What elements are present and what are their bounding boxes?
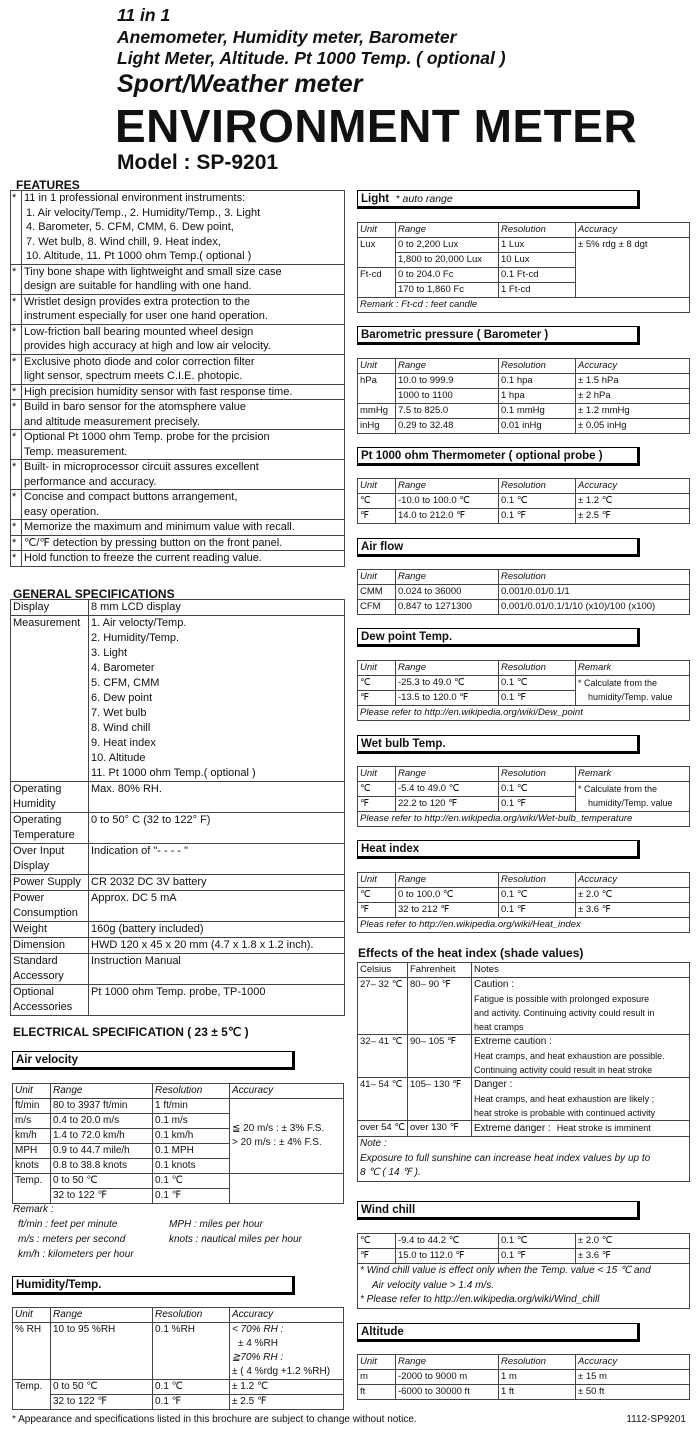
light-table: Unit Range Resolution Accuracy Lux 0 to 2,200 Lux 1 Lux ± 5% rdg ± 8 dgt 1,800 to 20,000 Lux 10 Lux Ft-cd 0 to 204.0 Fc 0.1 Ft-cd 170 to 1,860 Fc 1 Ft-cd Remark : Ft-cd : feet candle: [357, 222, 690, 313]
feature-item: [11, 535, 345, 551]
table-row: ℉ 22.2 to 120 ℉ 0.1 ℉: [358, 797, 690, 812]
feature-bullet: *: [11, 490, 22, 520]
air-velocity-table: [12, 1083, 344, 1204]
feature-bullet: *: [11, 430, 22, 460]
wetbulb-remark: * Calculate from the humidity/Temp. value: [576, 782, 690, 812]
effects-notes: Extreme caution : Heat cramps, and heat exhaustion are possible. Continuing activity could result in heat stroke: [472, 1035, 690, 1078]
spec-value: 0 to 50° C (32 to 122° F): [89, 813, 345, 844]
table-row: ℃ 0 to 100.0 ℃ 0.1 ℃ ± 2.0 ℃: [358, 888, 690, 903]
effects-notes: Extreme danger : Heat stroke is imminent: [472, 1121, 690, 1137]
windchill-note: * Wind chill value is effect only when the Temp. value < 15 ℃ and Air velocity value > 1.4 m/s. * Please refer to http://en.wikipedia.org/wiki/Wind_chill: [357, 1264, 690, 1309]
table-row: ft -6000 to 30000 ft 1 ft ± 50 ft: [358, 1385, 690, 1400]
spec-row: [11, 922, 345, 938]
features-section: [10, 190, 345, 567]
table-row: m/s 0.4 to 20.0 m/s 0.1 m/s: [13, 1114, 344, 1129]
spec-value: 8 mm LCD display: [89, 600, 345, 616]
spec-value: HWD 120 x 45 x 20 mm (4.7 x 1.8 x 1.2 inch).: [89, 938, 345, 954]
table-row: 170 to 1,860 Fc 1 Ft-cd: [358, 283, 690, 298]
feature-item: [11, 384, 345, 400]
feature-text: Low-friction ball bearing mounted wheel design provides high accuracy at high and low air velocity.: [22, 324, 345, 354]
general-spec-table: [10, 599, 345, 1016]
airflow-table: Unit Range Resolution CMM 0.024 to 36000 0.001/0.01/0.1/1 CFM 0.847 to 1271300 0.001/0.01/0.1/1/10 (x10)/100 (x100): [357, 569, 690, 615]
table-row: ℉ 14.0 to 212.0 ℉ 0.1 ℉ ± 2.5 ℉: [358, 509, 690, 524]
table-row: Temp. 0 to 50 ℃ 0.1 ℃ ± 1.2 ℃: [13, 1380, 344, 1395]
feature-bullet: *: [11, 400, 22, 430]
spec-label: Operating Temperature: [11, 813, 89, 844]
effects-title: Effects of the heat index (shade values): [358, 946, 584, 960]
airflow-title: Air flow: [357, 538, 640, 557]
altitude-section: [357, 1354, 690, 1400]
feature-item: [11, 264, 345, 294]
effects-row: [358, 978, 690, 1035]
feature-text: ℃/℉ detection by pressing button on the front panel.: [22, 535, 345, 551]
effects-celsius: 32– 41 ℃: [358, 1035, 408, 1078]
wetbulb-section: [357, 766, 690, 827]
feature-text: 11 in 1 professional environment instruments: 1. Air velocity/Temp., 2. Humidity/Temp., 3. Light 4. Barometer, 5. CFM, CMM, 6. Dew point, 7. Wet bulb, 8. Wind chill, 9. Heat index, 10. Altitude, 11. Pt 1000 ohm Temp.( optional ): [22, 191, 345, 265]
table-row: 32 to 122 ℉ 0.1 ℉ ± 2.5 ℉: [13, 1395, 344, 1410]
feature-item: [11, 520, 345, 536]
spec-value: Indication of "- - - - ": [89, 844, 345, 875]
feature-text: Memorize the maximum and minimum value with recall.: [22, 520, 345, 536]
spec-label: Operating Humidity: [11, 782, 89, 813]
table-row: inHg 0.29 to 32.48 0.01 inHg ± 0.05 inHg: [358, 419, 690, 434]
spec-row: [11, 616, 345, 782]
disclaimer: * Appearance and specifications listed in this brochure are subject to change without notice.: [12, 1414, 417, 1425]
footer: [12, 1414, 690, 1425]
air-velocity-section: [12, 1083, 344, 1204]
spec-row: [11, 891, 345, 922]
feature-text: Tiny bone shape with lightweight and small size case design are suitable for handling with one hand.: [22, 264, 345, 294]
pt1000-section: [357, 478, 690, 524]
table-row: 1000 to 1100 1 hpa ± 2 hPa: [358, 389, 690, 404]
feature-text: Build in baro sensor for the atomsphere value and altitude measurement precisely.: [22, 400, 345, 430]
feature-item: [11, 460, 345, 490]
spec-row: [11, 782, 345, 813]
effects-row: [358, 1078, 690, 1121]
feature-text: Wristlet design provides extra protection to the instrument especially for user one hand operation.: [22, 294, 345, 324]
spec-label: Standard Accessory: [11, 954, 89, 985]
table-row: hPa 10.0 to 999.9 0.1 hpa ± 1.5 hPa: [358, 374, 690, 389]
col-header-accuracy: Accuracy: [230, 1084, 344, 1099]
feature-bullet: *: [11, 520, 22, 536]
feature-text: High precision humidity sensor with fast response time.: [22, 384, 345, 400]
spec-label: Optional Accessories: [11, 985, 89, 1016]
light-remark: Remark : Ft-cd : feet candle: [358, 298, 690, 313]
feature-bullet: *: [11, 294, 22, 324]
air-velocity-accuracy: ≦ 20 m/s : ± 3% F.S. > 20 m/s : ± 4% F.S.: [230, 1099, 344, 1174]
spec-value: Max. 80% RH.: [89, 782, 345, 813]
effects-table: Celsius Fahrenheit Notes 27– 32 ℃ 80– 90 ℉ Caution : Fatigue is possible with prolonged exposure and activity. Continuing activity could result in heat cramps 32– 41 ℃ 90– 105 ℉ Extreme caution : Heat cramps, and heat exhaustion are possible. Continuing activity could result in heat stroke 41– 54 ℃ 105– 130 ℉ Danger : Heat cramps, and heat exhaustion are likely ; heat stroke is probable with continued activity over 54 ℃ over 130 ℉ Extreme danger : Heat stroke is imminent: [357, 962, 690, 1137]
wetbulb-table: Unit Range Resolution Remark ℃ -5.4 to 49.0 ℃ 0.1 ℃ * Calculate from the humidity/Temp. value ℉ 22.2 to 120 ℉ 0.1 ℉ Please refer to http://en.wikipedia.org/wiki/Wet-bulb_temperature: [357, 766, 690, 827]
spec-label: Measurement: [11, 616, 89, 782]
barometer-title: Barometric pressure ( Barometer ): [357, 326, 640, 345]
barometer-section: [357, 358, 690, 434]
effects-celsius: 27– 32 ℃: [358, 978, 408, 1035]
feature-item: [11, 294, 345, 324]
feature-item: [11, 191, 345, 265]
spec-label: Power Consumption: [11, 891, 89, 922]
spec-label: Over Input Display: [11, 844, 89, 875]
feature-bullet: *: [11, 191, 22, 265]
feature-item: [11, 430, 345, 460]
humidity-accuracy: < 70% RH : ± 4 %RH ≧70% RH : ± ( 4 %rdg +1.2 %RH): [230, 1323, 344, 1380]
spec-value: 160g (battery included): [89, 922, 345, 938]
table-row: CMM 0.024 to 36000 0.001/0.01/0.1/1: [358, 585, 690, 600]
feature-text: Built- in microprocessor circuit assures excellent performance and accuracy.: [22, 460, 345, 490]
features-table: [10, 190, 345, 567]
electrical-spec-title: ELECTRICAL SPECIFICATION ( 23 ± 5℃ ): [13, 1025, 249, 1039]
feature-text: Concise and compact buttons arrangement, easy operation.: [22, 490, 345, 520]
spec-row: [11, 844, 345, 875]
feature-item: [11, 354, 345, 384]
table-row: mmHg 7.5 to 825.0 0.1 mmHg ± 1.2 mmHg: [358, 404, 690, 419]
feature-bullet: *: [11, 535, 22, 551]
table-row: km/h 1.4 to 72.0 km/h 0.1 km/h: [13, 1129, 344, 1144]
barometer-table: Unit Range Resolution Accuracy hPa 10.0 to 999.9 0.1 hpa ± 1.5 hPa 1000 to 1100 1 hpa ± 2 hPa mmHg 7.5 to 825.0 0.1 mmHg ± 1.2 mmHg inHg 0.29 to 32.48 0.01 inHg ± 0.05 inHg: [357, 358, 690, 434]
feature-bullet: *: [11, 384, 22, 400]
feature-bullet: *: [11, 324, 22, 354]
dewpoint-remark: * Calculate from the humidity/Temp. value: [576, 676, 690, 706]
spec-row: [11, 985, 345, 1016]
effects-fahrenheit: 90– 105 ℉: [408, 1035, 472, 1078]
feature-bullet: *: [11, 264, 22, 294]
effects-fahrenheit: over 130 ℉: [408, 1121, 472, 1137]
table-row: % RH 10 to 95 %RH 0.1 %RH < 70% RH : ± 4 %RH ≧70% RH : ± ( 4 %rdg +1.2 %RH): [13, 1323, 344, 1380]
spec-row: [11, 954, 345, 985]
feature-text: Hold function to freeze the current reading value.: [22, 551, 345, 567]
pt1000-table: Unit Range Resolution Accuracy ℃ -10.0 to 100.0 ℃ 0.1 ℃ ± 1.2 ℃ ℉ 14.0 to 212.0 ℉ 0.1 ℉ ± 2.5 ℉: [357, 478, 690, 524]
humidity-section: [12, 1307, 344, 1410]
model-number: Model : SP-9201: [117, 151, 279, 174]
windchill-table: [357, 1233, 690, 1264]
air-velocity-title: Air velocity: [12, 1051, 295, 1070]
air-velocity-remark: Remark : ft/min : feet per minute m/s : meters per second km/h : kilometers per hour MPH : miles per hour knots : nautical miles per hour: [13, 1204, 302, 1260]
table-row: ℃ -25.3 to 49.0 ℃ 0.1 ℃ * Calculate from the humidity/Temp. value: [358, 676, 690, 691]
dewpoint-title: Dew point Temp.: [357, 628, 640, 647]
light-section: [357, 222, 690, 313]
table-row: m -2000 to 9000 m 1 m ± 15 m: [358, 1370, 690, 1385]
feature-item: [11, 324, 345, 354]
general-spec-title: GENERAL SPECIFICATIONS: [13, 587, 175, 601]
pt1000-title: Pt 1000 ohm Thermometer ( optional probe ): [357, 447, 640, 466]
spec-row: [11, 875, 345, 891]
windchill-section: [357, 1233, 690, 1309]
header: [0, 0, 700, 180]
light-title: Light * auto range: [357, 190, 640, 209]
dewpoint-section: [357, 660, 690, 721]
feature-bullet: *: [11, 354, 22, 384]
table-row: 1,800 to 20,000 Lux 10 Lux: [358, 253, 690, 268]
col-header-range: Range: [51, 1084, 153, 1099]
spec-row: [11, 938, 345, 954]
feature-item: [11, 400, 345, 430]
table-row: ft/min 80 to 3937 ft/min 1 ft/min ≦ 20 m/s : ± 3% F.S. > 20 m/s : ± 4% F.S.: [13, 1099, 344, 1114]
effects-fahrenheit: 80– 90 ℉: [408, 978, 472, 1035]
dewpoint-refer: Please refer to http://en.wikipedia.org/wiki/Dew_point: [358, 706, 690, 721]
effects-notes: Caution : Fatigue is possible with prolonged exposure and activity. Continuing activity could result in heat cramps: [472, 978, 690, 1035]
effects-row: [358, 1035, 690, 1078]
table-row: Ft-cd 0 to 204.0 Fc 0.1 Ft-cd: [358, 268, 690, 283]
windchill-title: Wind chill: [357, 1201, 640, 1220]
table-row: MPH 0.9 to 44.7 mile/h 0.1 MPH: [13, 1144, 344, 1159]
spec-row: [11, 813, 345, 844]
wetbulb-refer: Please refer to http://en.wikipedia.org/wiki/Wet-bulb_temperature: [358, 812, 690, 827]
table-row: Temp. 0 to 50 ℃ 0.1 ℃: [13, 1174, 344, 1189]
effects-row: [358, 1121, 690, 1137]
effects-section: [357, 962, 690, 1182]
general-spec-section: [10, 599, 345, 1016]
effects-celsius: 41– 54 ℃: [358, 1078, 408, 1121]
header-line-1: 11 in 1: [117, 5, 171, 25]
features-title: FEATURES: [16, 178, 80, 192]
effects-celsius: over 54 ℃: [358, 1121, 408, 1137]
col-header-resolution: Resolution: [153, 1084, 230, 1099]
col-header-unit: Unit: [13, 1084, 51, 1099]
heatindex-section: [357, 872, 690, 933]
header-line-2: Anemometer, Humidity meter, Barometer: [117, 27, 457, 47]
table-row: ℃ -5.4 to 49.0 ℃ 0.1 ℃ * Calculate from the humidity/Temp. value: [358, 782, 690, 797]
effects-note: Note : Exposure to full sunshine can increase heat index values by up to 8 ℃ ( 14 ℉ ).: [357, 1137, 690, 1182]
spec-row: [11, 600, 345, 616]
table-row: ℉ 32 to 212 ℉ 0.1 ℉ ± 3.6 ℉: [358, 903, 690, 918]
humidity-title: Humidity/Temp.: [12, 1276, 295, 1295]
table-row: 32 to 122 ℉ 0.1 ℉: [13, 1189, 344, 1204]
effects-fahrenheit: 105– 130 ℉: [408, 1078, 472, 1121]
spec-value: CR 2032 DC 3V battery: [89, 875, 345, 891]
spec-label: Weight: [11, 922, 89, 938]
feature-item: [11, 551, 345, 567]
dewpoint-table: Unit Range Resolution Remark ℃ -25.3 to 49.0 ℃ 0.1 ℃ * Calculate from the humidity/Temp. value ℉ -13.5 to 120.0 ℉ 0.1 ℉ Please refer to http://en.wikipedia.org/wiki/Dew_point: [357, 660, 690, 721]
header-sport-weather: Sport/Weather meter: [117, 70, 363, 98]
altitude-table: Unit Range Resolution Accuracy m -2000 to 9000 m 1 m ± 15 m ft -6000 to 30000 ft 1 ft ± 50 ft: [357, 1354, 690, 1400]
altitude-title: Altitude: [357, 1323, 640, 1342]
table-row: CFM 0.847 to 1271300 0.001/0.01/0.1/1/10 (x10)/100 (x100): [358, 600, 690, 615]
table-row: ℉ 15.0 to 112.0 ℉ 0.1 ℉ ± 3.6 ℉: [358, 1249, 690, 1264]
table-row: ℉ -13.5 to 120.0 ℉ 0.1 ℉: [358, 691, 690, 706]
feature-item: [11, 490, 345, 520]
feature-bullet: *: [11, 460, 22, 490]
document-code: 1112-SP9201: [626, 1414, 686, 1425]
light-accuracy: ± 5% rdg ± 8 dgt: [576, 238, 690, 298]
effects-notes: Danger : Heat cramps, and heat exhaustion are likely ; heat stroke is probable with continued activity: [472, 1078, 690, 1121]
spec-value: Approx. DC 5 mA: [89, 891, 345, 922]
heatindex-title: Heat index: [357, 840, 640, 859]
humidity-table: Unit Range Resolution Accuracy % RH 10 to 95 %RH 0.1 %RH < 70% RH : ± 4 %RH ≧70% RH : ± ( 4 %rdg +1.2 %RH) Temp. 0 to 50 ℃ 0.1 ℃ ± 1.2 ℃ 32 to 122 ℉ 0.1 ℉ ± 2.5 ℉: [12, 1307, 344, 1410]
spec-value: Instruction Manual: [89, 954, 345, 985]
feature-bullet: *: [11, 551, 22, 567]
table-row: ℃ -9.4 to 44.2 ℃ 0.1 ℃ ± 2.0 ℃: [358, 1234, 690, 1249]
feature-text: Exclusive photo diode and color correction filter light sensor, spectrum meets C.I.E. photopic.: [22, 354, 345, 384]
header-line-3: Light Meter, Altitude. Pt 1000 Temp. ( optional ): [117, 48, 506, 68]
table-row: Lux 0 to 2,200 Lux 1 Lux ± 5% rdg ± 8 dgt: [358, 238, 690, 253]
spec-label: Dimension: [11, 938, 89, 954]
table-row: knots 0.8 to 38.8 knots 0.1 knots: [13, 1159, 344, 1174]
heatindex-refer: Pleas refer to http://en.wikipedia.org/wiki/Heat_index: [358, 918, 690, 933]
spec-label: Power Supply: [11, 875, 89, 891]
feature-text: Optional Pt 1000 ohm Temp. probe for the prcision Temp. measurement.: [22, 430, 345, 460]
page-title: ENVIRONMENT METER: [115, 100, 638, 152]
spec-label: Display: [11, 600, 89, 616]
wetbulb-title: Wet bulb Temp.: [357, 735, 640, 754]
heatindex-table: Unit Range Resolution Accuracy ℃ 0 to 100.0 ℃ 0.1 ℃ ± 2.0 ℃ ℉ 32 to 212 ℉ 0.1 ℉ ± 3.6 ℉ Pleas refer to http://en.wikipedia.org/wiki/Heat_index: [357, 872, 690, 933]
spec-value: Pt 1000 ohm Temp. probe, TP-1000: [89, 985, 345, 1016]
airflow-section: [357, 569, 690, 615]
spec-value: 1. Air velocty/Temp. 2. Humidity/Temp. 3. Light 4. Barometer 5. CFM, CMM 6. Dew point 7. Wet bulb 8. Wind chill 9. Heat index 10. Altitude 11. Pt 1000 ohm Temp.( optional ): [89, 616, 345, 782]
table-row: ℃ -10.0 to 100.0 ℃ 0.1 ℃ ± 1.2 ℃: [358, 494, 690, 509]
